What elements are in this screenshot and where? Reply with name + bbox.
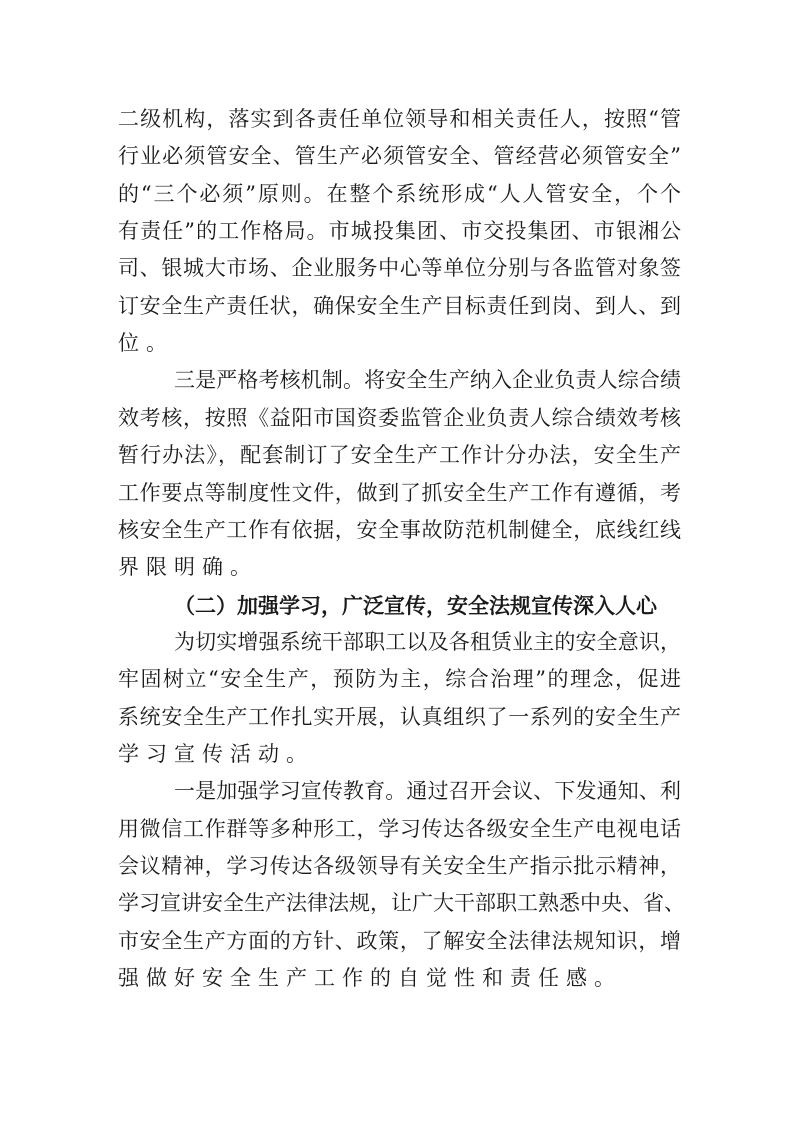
text-line: 二级机构，落实到各责任单位领导和相关责任人，按照“管	[118, 107, 681, 131]
text-line: 学习宣讲安全生产法律法规，让广大干部职工熟悉中央、省、	[118, 891, 685, 916]
text-line: 为切实增强系统干部职工以及各租赁业主的安全意识，	[174, 629, 681, 654]
text-line: 界限明确。	[118, 555, 258, 580]
text-line: 效考核，按照《益阳市国资委监管企业负责人综合绩效考核	[118, 405, 681, 430]
text-line: 用微信工作群等多种形工，学习传达各级安全生产电视电话	[118, 816, 681, 841]
text-line: 工作要点等制度性文件，做到了抓安全生产工作有遵循，考	[118, 480, 681, 505]
text-line: 位。	[118, 331, 174, 356]
text-line: 会议精神，学习传达各级领导有关安全生产指示批示精神，	[118, 854, 681, 878]
text-line: 行业必须管安全、管生产必须管安全、管经营必须管安全”	[118, 144, 681, 169]
text-line: 司、银城大市场、企业服务中心等单位分别与各监管对象签	[118, 256, 681, 281]
text-line: 牢固树立“安全生产，预防为主，综合治理”的理念，促进	[118, 667, 681, 692]
text-line: 的“三个必须”原则。在整个系统形成“人人管安全，个个	[118, 181, 681, 206]
text-line: 有责任”的工作格局。市城投集团、市交投集团、市银湘公	[118, 219, 681, 244]
text-line: 强做好安全生产工作的自觉性和责任感。	[118, 966, 622, 991]
text-line: 核安全生产工作有依据，安全事故防范机制健全，底线红线	[118, 517, 681, 542]
text-line: 学习宣传活动。	[118, 741, 314, 766]
text-line: 暂行办法》，配套制订了安全生产工作计分办法，安全生产	[118, 443, 681, 468]
text-line: 一是加强学习宣传教育。通过召开会议、下发通知、利	[174, 779, 681, 804]
text-line: 系统安全生产工作扎实开展，认真组织了一系列的安全生产	[118, 704, 681, 729]
text-line: 三是严格考核机制。将安全生产纳入企业负责人综合绩	[174, 368, 681, 393]
text-line: 市安全生产方面的方针、政策，了解安全法律法规知识，增	[118, 928, 681, 953]
section-heading: （二）加强学习，广泛宣传，安全法规宣传深入人心	[174, 592, 657, 618]
text-line: 订安全生产责任状，确保安全生产目标责任到岗、到人、到	[118, 293, 681, 318]
